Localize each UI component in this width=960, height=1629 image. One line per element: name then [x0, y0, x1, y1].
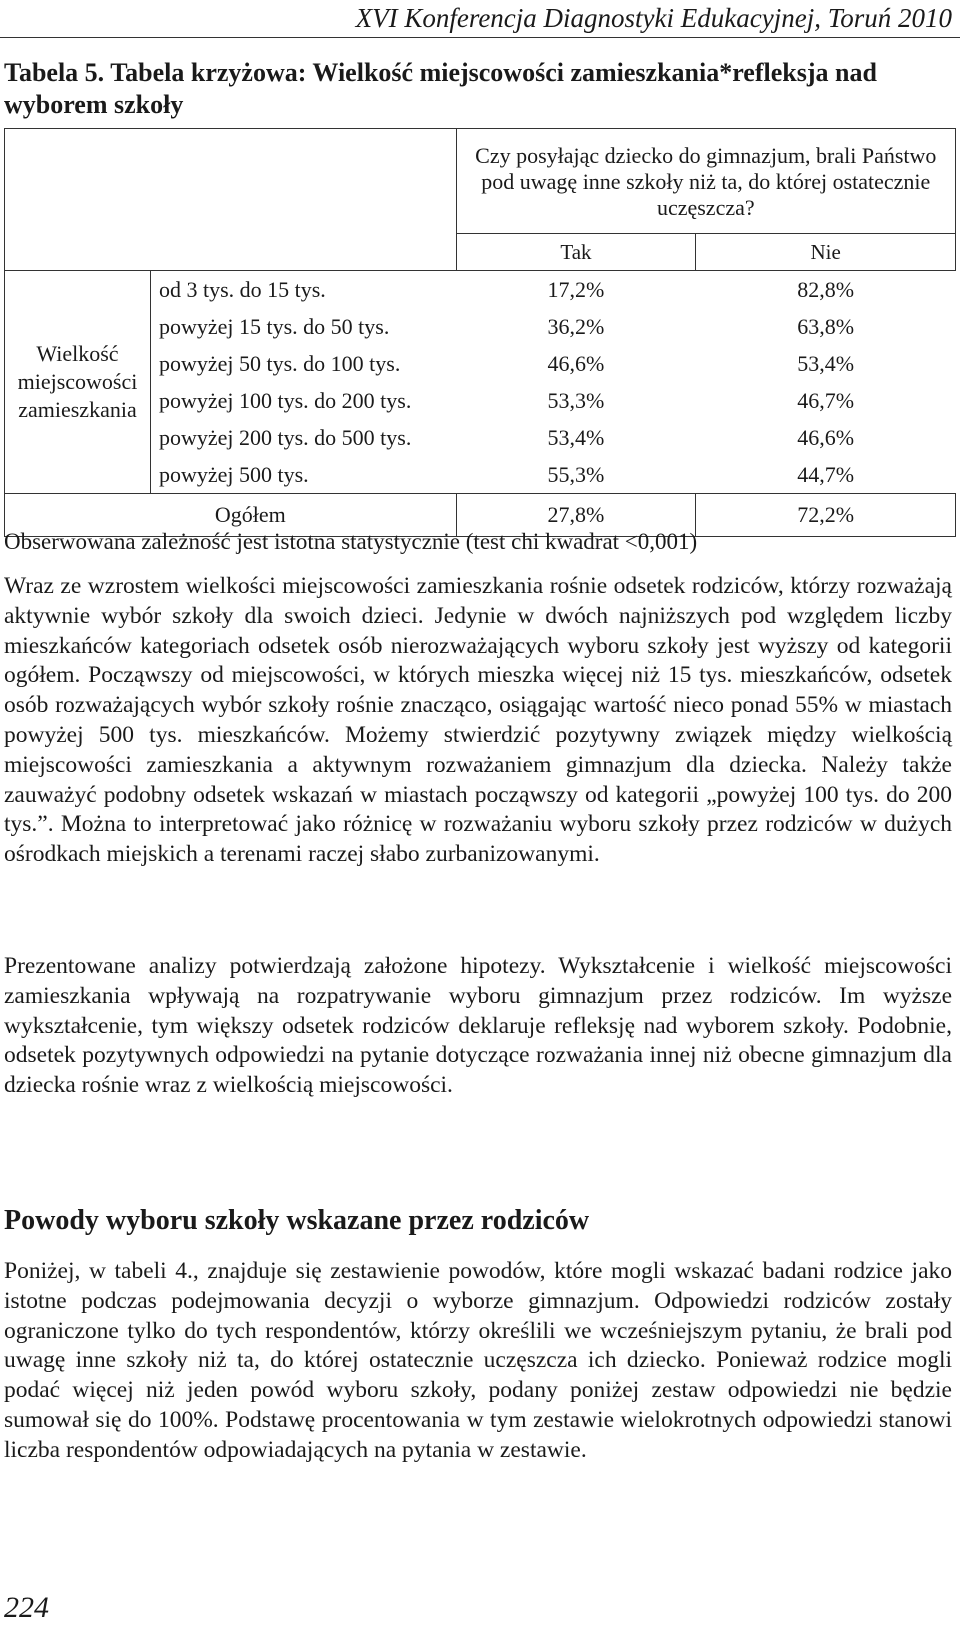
- value-tak: 36,2%: [547, 313, 605, 339]
- column-header-nie: Nie: [696, 234, 956, 271]
- running-head: XVI Konferencja Diagnostyki Edukacyjnej, Toruń 2010: [355, 3, 952, 33]
- row-label: powyżej 200 tys. do 500 tys.: [158, 424, 412, 450]
- total-tak: 27,8%: [456, 494, 696, 537]
- value-tak: 46,6%: [547, 350, 605, 376]
- value-nie: 46,6%: [797, 424, 855, 450]
- crosstab-table: [4, 128, 956, 537]
- table-note: Obserwowana zależność jest istotna statystycznie (test chi kwadrat <0,001): [4, 529, 698, 554]
- column-header-tak: Tak: [456, 234, 696, 271]
- value-tak: 53,4%: [547, 424, 605, 450]
- body-paragraph: Wraz ze wzrostem wielkości miejscowości zamieszkania rośnie odsetek rodziców, którzy rozważają aktywnie wybór szkoły dla swoich dzieci. Jedynie w dwóch najniższych pod względem liczby mieszkańców kategoriach odsetek osób nierozważających wyboru szkoły jest wyższy od kategorii ogółem. Począwszy od miejscowości, w których mieszka więcej niż 15 tys. mieszkańców, odsetek osób rozważających wybór szkoły rośnie znacząco, osiągając wartość nieco ponad 55% w miastach powyżej 500 tys. mieszkańców. Możemy stwierdzić pozytywny związek między wielkością miejscowości zamieszkania a aktywnym rozważaniem gimnazjum dla dziecka. Należy także zauważyć podobny odsetek wskazań w miastach począwszy od kategorii „powyżej 100 tys. do 200 tys.”. Można to interpretować jako różnicę w rozważaniu wyboru szkoły przez rodziców w dużych ośrodkach miejskich a terenami raczej słabo zurbanizowanymi.: [4, 573, 952, 868]
- value-tak: 53,3%: [547, 387, 605, 413]
- value-tak: 17,2%: [547, 276, 605, 302]
- page-number: 224: [4, 1591, 49, 1624]
- value-nie: 46,7%: [797, 387, 855, 413]
- row-label: powyżej 50 tys. do 100 tys.: [158, 350, 401, 376]
- row-group-label: Wielkość miejscowości zamieszkania: [5, 271, 151, 494]
- table-corner-cell: [5, 129, 457, 271]
- total-row-label: Ogółem: [5, 494, 457, 537]
- value-nie: 53,4%: [797, 350, 855, 376]
- row-label: powyżej 100 tys. do 200 tys.: [158, 387, 412, 413]
- header-rule: [0, 37, 960, 38]
- total-nie: 72,2%: [696, 494, 956, 537]
- body-paragraph: Prezentowane analizy potwierdzają założone hipotezy. Wykształcenie i wielkość miejscowości zamieszkania wpływają na rozpatrywanie wyboru gimnazjum przez rodziców. Im wyższe wykształcenie, tym większy odsetek rodziców deklaruje refleksję nad wyborem szkoły. Podobnie, odsetek pozytywnych odpowiedzi na pytanie dotyczące rozważania innej niż obecne gimnazjum dla dziecka rośnie wraz z wielkością miejscowości.: [4, 953, 952, 1099]
- value-nie: 44,7%: [797, 461, 855, 487]
- table-caption: Tabela 5. Tabela krzyżowa: Wielkość miejscowości zamieszkania*refleksja nad wyborem szkoły: [4, 58, 877, 119]
- value-nie: 82,8%: [797, 276, 855, 302]
- row-label: powyżej 500 tys.: [158, 461, 309, 487]
- body-paragraph: Poniżej, w tabeli 4., znajduje się zestawienie powodów, które mogli wskazać badani rodzice jako istotne podczas podejmowania decyzji o wyborze gimnazjum. Odpowiedzi rodziców zostały ograniczone tylko do tych respondentów, którzy określili we wcześniejszym pytaniu, że brali pod uwagę inne szkoły niż ta, do której ostatecznie uczęszcza ich dziecko. Ponieważ rodzice mogli podać więcej niż jeden powód wyboru szkoły, podany poniżej zestaw odpowiedzi nie będzie sumował się do 100%. Podstawę procentowania w tym zestawie wielokrotnych odpowiedzi stanowi liczba respondentów odpowiadających na pytania w zestawie.: [4, 1258, 952, 1463]
- section-heading: Powody wyboru szkoły wskazane przez rodziców: [4, 1205, 590, 1236]
- value-tak: 55,3%: [547, 461, 605, 487]
- question-header: Czy posyłając dziecko do gimnazjum, brali Państwo pod uwagę inne szkoły niż ta, do której ostatecznie uczęszcza?: [456, 129, 955, 234]
- row-label: od 3 tys. do 15 tys.: [158, 276, 326, 302]
- row-label: powyżej 15 tys. do 50 tys.: [158, 313, 390, 339]
- value-nie: 63,8%: [797, 313, 855, 339]
